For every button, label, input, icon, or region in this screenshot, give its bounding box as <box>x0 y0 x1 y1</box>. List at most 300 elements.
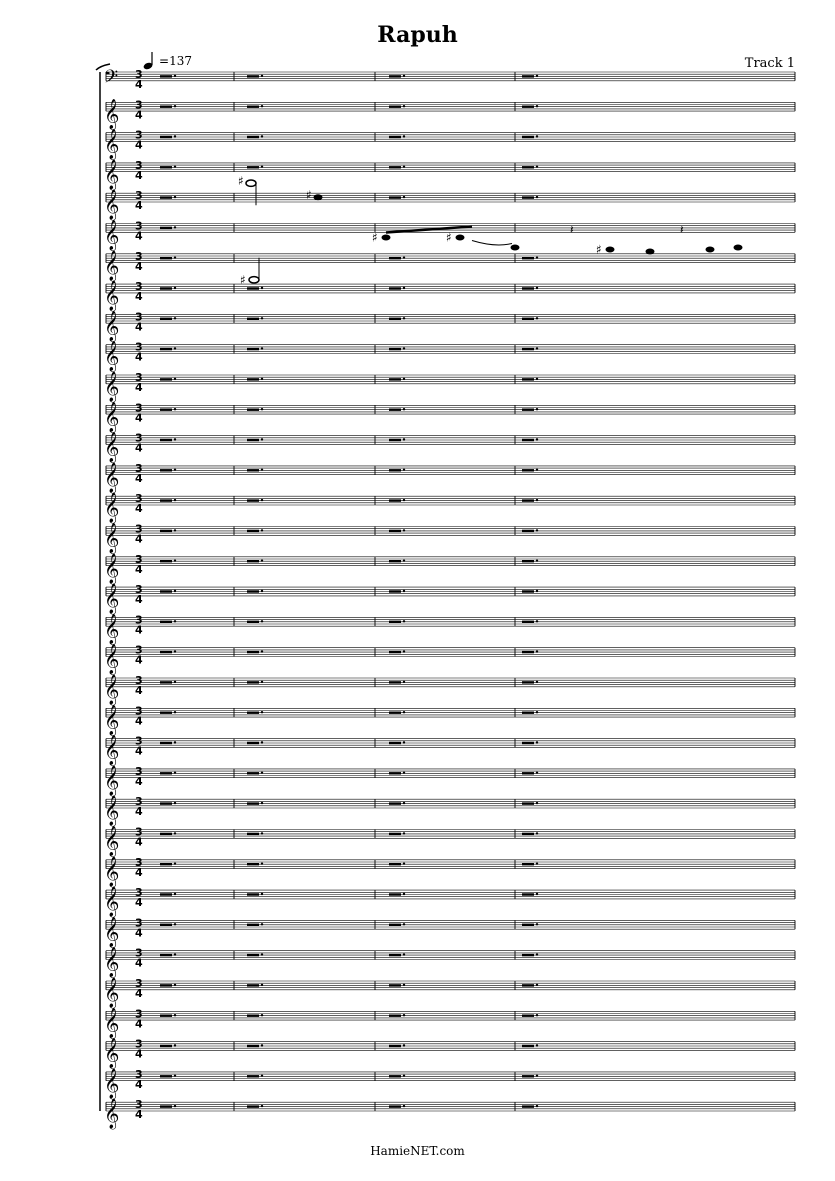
half-rest-icon <box>247 772 259 774</box>
dot <box>174 499 176 501</box>
dot <box>403 590 405 592</box>
staff-26 <box>104 826 795 858</box>
half-rest-icon <box>522 287 534 289</box>
half-rest-icon <box>389 106 401 108</box>
dot <box>174 1014 176 1016</box>
half-rest-icon <box>247 893 259 895</box>
track-label: Track 1 <box>744 56 795 71</box>
half-rest-icon <box>522 136 534 138</box>
dot <box>261 287 263 289</box>
time-sig-denominator: 4 <box>135 774 143 788</box>
dot <box>174 166 176 168</box>
dot <box>261 893 263 895</box>
dot <box>536 317 538 319</box>
dot <box>536 499 538 501</box>
time-sig-numerator: 3 <box>135 189 143 203</box>
half-rest-icon <box>522 166 534 168</box>
dot <box>261 135 263 137</box>
note-head <box>382 235 391 241</box>
treble-clef-icon: 𝄞 <box>104 159 120 190</box>
half-rest-icon <box>389 287 401 289</box>
half-rest-icon <box>247 621 259 623</box>
half-rest-icon <box>389 893 401 895</box>
half-rest-icon <box>160 712 172 714</box>
time-sig-denominator: 4 <box>135 896 143 910</box>
half-rest-icon <box>247 590 259 592</box>
time-sig-numerator: 3 <box>135 734 143 748</box>
dot <box>403 681 405 683</box>
dot <box>261 1105 263 1107</box>
time-sig-numerator: 3 <box>135 1067 143 1081</box>
dot <box>536 438 538 440</box>
staff-33 <box>104 1038 795 1070</box>
half-rest-icon <box>247 924 259 926</box>
half-rest-icon <box>389 318 401 320</box>
dot <box>174 953 176 955</box>
half-rest-icon <box>160 893 172 895</box>
half-rest-icon <box>160 984 172 986</box>
sharp-icon: ♯ <box>240 272 246 287</box>
dot <box>403 650 405 652</box>
time-sig-denominator: 4 <box>135 805 143 819</box>
treble-clef-icon: 𝄞 <box>104 462 120 493</box>
half-rest-icon <box>522 560 534 562</box>
half-rest-icon <box>160 257 172 259</box>
time-sig-denominator: 4 <box>135 199 143 213</box>
dot <box>403 135 405 137</box>
time-sig-numerator: 3 <box>135 128 143 142</box>
half-rest-icon <box>247 712 259 714</box>
staff-12 <box>104 401 795 433</box>
treble-clef-icon: 𝄞 <box>104 281 120 312</box>
footer-credit: HamieNET.com <box>370 1144 465 1158</box>
dot <box>403 257 405 259</box>
time-sig-numerator: 3 <box>135 552 143 566</box>
half-rest-icon <box>160 227 172 229</box>
dot <box>403 166 405 168</box>
time-sig-denominator: 4 <box>135 471 143 485</box>
half-rest-icon <box>522 469 534 471</box>
treble-clef-icon: 𝄞 <box>104 432 120 463</box>
half-rest-icon <box>389 984 401 986</box>
dot <box>261 166 263 168</box>
dot <box>536 832 538 834</box>
time-sig-numerator: 3 <box>135 461 143 475</box>
half-rest-icon <box>247 1105 259 1107</box>
staff-5 <box>104 174 795 221</box>
half-rest-icon <box>389 742 401 744</box>
time-sig-numerator: 3 <box>135 977 143 990</box>
dot <box>403 620 405 622</box>
dot <box>403 529 405 531</box>
dot <box>536 1014 538 1016</box>
time-sig-denominator: 4 <box>135 411 143 425</box>
staff-3 <box>104 129 795 161</box>
half-rest-icon <box>160 75 172 77</box>
tempo-equals: = <box>159 54 170 68</box>
time-sig-denominator: 4 <box>135 259 143 273</box>
time-sig-numerator: 3 <box>135 280 143 294</box>
half-rest-icon <box>247 802 259 804</box>
dot <box>174 378 176 380</box>
dot <box>174 681 176 683</box>
half-rest-icon <box>160 1105 172 1107</box>
dot <box>403 469 405 471</box>
dot <box>261 105 263 107</box>
half-rest-icon <box>389 136 401 138</box>
half-rest-icon <box>389 590 401 592</box>
half-rest-icon <box>247 954 259 956</box>
half-rest-icon <box>160 1015 172 1017</box>
half-rest-icon <box>160 560 172 562</box>
dot <box>403 832 405 834</box>
time-sig-denominator: 4 <box>135 320 143 334</box>
half-rest-icon <box>389 621 401 623</box>
dot <box>261 923 263 925</box>
time-sig-denominator: 4 <box>135 835 143 849</box>
half-rest-icon <box>389 499 401 501</box>
staff-34 <box>104 1068 795 1100</box>
dot <box>261 408 263 410</box>
half-rest-icon <box>160 469 172 471</box>
staff-27 <box>104 856 795 888</box>
time-sig-denominator: 4 <box>135 532 143 546</box>
treble-clef-icon: 𝄞 <box>104 584 120 615</box>
half-rest-icon <box>247 651 259 653</box>
dot <box>403 923 405 925</box>
time-sig-denominator: 4 <box>135 926 143 940</box>
half-rest-icon <box>160 621 172 623</box>
dot <box>261 650 263 652</box>
time-sig-denominator: 4 <box>135 684 143 697</box>
sharp-icon: ♯ <box>306 188 312 203</box>
half-rest-icon <box>247 1045 259 1047</box>
treble-clef-icon: 𝄞 <box>104 190 120 221</box>
half-rest-icon <box>389 1105 401 1107</box>
half-rest-icon <box>522 75 534 77</box>
treble-clef-icon: 𝄞 <box>104 372 120 402</box>
half-rest-icon <box>247 287 259 289</box>
dot <box>174 620 176 622</box>
dot <box>403 1075 405 1077</box>
time-sig-numerator: 3 <box>135 583 143 597</box>
dot <box>536 772 538 774</box>
half-rest-icon <box>522 106 534 108</box>
time-sig-numerator: 3 <box>135 371 143 384</box>
staff-17 <box>104 553 795 585</box>
half-rest-icon <box>389 409 401 411</box>
dot <box>403 1044 405 1046</box>
dot <box>536 287 538 289</box>
dot <box>403 378 405 380</box>
time-sig-numerator: 3 <box>135 340 143 354</box>
dot <box>403 317 405 319</box>
half-rest-icon <box>389 924 401 926</box>
half-rest-icon <box>160 681 172 683</box>
half-rest-icon <box>247 863 259 865</box>
time-sig-denominator: 4 <box>135 108 143 122</box>
dot <box>174 438 176 440</box>
staff-32 <box>104 1007 795 1039</box>
note-head <box>706 247 715 253</box>
treble-clef-icon: 𝄞 <box>104 493 120 524</box>
half-rest-icon <box>389 75 401 77</box>
staff-35 <box>104 1098 795 1130</box>
half-rest-icon <box>247 1075 259 1077</box>
dot <box>403 863 405 865</box>
dot <box>403 408 405 410</box>
half-rest-icon <box>160 863 172 865</box>
dot <box>174 347 176 349</box>
treble-clef-icon: 𝄞 <box>104 644 120 675</box>
half-rest-icon <box>160 409 172 411</box>
dot <box>536 166 538 168</box>
half-rest-icon <box>247 106 259 108</box>
time-sig-numerator: 3 <box>135 764 143 778</box>
half-rest-icon <box>389 560 401 562</box>
dot <box>536 590 538 592</box>
half-rest-icon <box>160 1045 172 1047</box>
half-rest-icon <box>160 954 172 956</box>
dot <box>403 984 405 986</box>
dot <box>536 893 538 895</box>
treble-clef-icon: 𝄞 <box>104 402 120 433</box>
staff-7 <box>104 250 795 287</box>
treble-clef-icon: 𝄞 <box>104 796 120 827</box>
staff-4 <box>104 159 795 191</box>
half-rest-icon <box>389 1075 401 1077</box>
dot <box>174 226 176 228</box>
staff-16 <box>104 523 795 555</box>
half-rest-icon <box>247 681 259 683</box>
staff-11 <box>104 371 795 403</box>
half-rest-icon <box>247 499 259 501</box>
dot <box>536 257 538 259</box>
dot <box>174 1044 176 1046</box>
time-sig-denominator: 4 <box>135 502 143 516</box>
dot <box>536 650 538 652</box>
time-sig-numerator: 3 <box>135 855 143 869</box>
treble-clef-icon: 𝄞 <box>104 887 120 918</box>
half-rest-icon <box>247 409 259 411</box>
half-rest-icon <box>247 742 259 744</box>
half-note-icon <box>249 277 259 283</box>
dot <box>403 802 405 804</box>
time-sig-numerator: 3 <box>135 431 143 445</box>
half-rest-icon <box>160 742 172 744</box>
staff-8 <box>104 280 795 312</box>
half-rest-icon <box>247 833 259 835</box>
half-rest-icon <box>160 651 172 653</box>
time-sig-denominator: 4 <box>135 229 143 243</box>
treble-clef-icon: 𝄞 <box>104 341 120 372</box>
dot <box>174 741 176 743</box>
staff-18 <box>104 583 795 615</box>
time-sig-denominator: 4 <box>135 744 143 758</box>
time-sig-denominator: 4 <box>135 865 143 879</box>
half-rest-icon <box>389 954 401 956</box>
half-rest-icon <box>522 893 534 895</box>
staff-2 <box>104 98 795 130</box>
treble-clef-icon: 𝄞 <box>104 553 120 584</box>
time-sig-numerator: 3 <box>135 946 143 960</box>
dot <box>174 317 176 319</box>
tie <box>472 241 512 245</box>
half-rest-icon <box>389 469 401 471</box>
dot <box>536 105 538 107</box>
time-sig-denominator: 4 <box>135 381 143 394</box>
dot <box>174 287 176 289</box>
dot <box>261 378 263 380</box>
dot <box>403 560 405 562</box>
half-rest-icon <box>160 499 172 501</box>
time-sig-denominator: 4 <box>135 714 143 728</box>
dot <box>174 984 176 986</box>
note-head <box>734 245 743 251</box>
half-rest-icon <box>522 439 534 441</box>
time-sig-numerator: 3 <box>135 98 143 112</box>
half-rest-icon <box>160 318 172 320</box>
dot <box>174 772 176 774</box>
dot <box>536 1044 538 1046</box>
half-rest-icon <box>522 621 534 623</box>
half-rest-icon <box>160 924 172 926</box>
staff-1 <box>104 67 795 92</box>
dot <box>536 529 538 531</box>
dot <box>261 438 263 440</box>
half-rest-icon <box>522 196 534 198</box>
treble-clef-icon: 𝄞 <box>104 311 120 342</box>
dot <box>403 1014 405 1016</box>
dot <box>261 560 263 562</box>
dot <box>403 75 405 77</box>
dot <box>261 863 263 865</box>
time-sig-denominator: 4 <box>135 350 143 364</box>
half-rest-icon <box>160 378 172 380</box>
note-head <box>456 235 465 241</box>
time-sig-numerator: 3 <box>135 704 143 718</box>
half-rest-icon <box>247 318 259 320</box>
dot <box>403 1105 405 1107</box>
treble-clef-icon: 𝄞 <box>104 765 120 796</box>
dot <box>174 1105 176 1107</box>
treble-clef-icon: 𝄞 <box>104 250 120 281</box>
half-rest-icon <box>247 166 259 168</box>
time-sig-numerator: 3 <box>135 825 143 839</box>
note-head <box>511 245 520 251</box>
dot <box>261 802 263 804</box>
time-sig-numerator: 3 <box>135 158 143 172</box>
time-sig-numerator: 3 <box>135 795 143 809</box>
half-rest-icon <box>389 196 401 198</box>
dot <box>403 953 405 955</box>
time-sig-denominator: 4 <box>135 987 143 1000</box>
half-rest-icon <box>160 166 172 168</box>
time-sig-denominator: 4 <box>135 1047 143 1061</box>
half-rest-icon <box>389 833 401 835</box>
half-rest-icon <box>522 257 534 259</box>
time-sig-numerator: 3 <box>135 886 143 900</box>
quarter-rest-icon: 𝄽 <box>570 222 574 237</box>
half-note-icon <box>246 180 256 186</box>
dot <box>536 1075 538 1077</box>
dot <box>536 560 538 562</box>
staff-24 <box>104 765 795 797</box>
beam <box>386 227 472 233</box>
time-sig-denominator: 4 <box>135 1077 143 1091</box>
treble-clef-icon: 𝄞 <box>104 917 120 948</box>
dot <box>536 620 538 622</box>
half-rest-icon <box>247 348 259 350</box>
time-sig-numerator: 3 <box>135 249 143 263</box>
half-rest-icon <box>389 378 401 380</box>
dot <box>261 529 263 531</box>
half-rest-icon <box>389 1015 401 1017</box>
half-rest-icon <box>522 378 534 380</box>
dot <box>403 499 405 501</box>
staff-6 <box>104 220 795 257</box>
dot <box>261 317 263 319</box>
dot <box>174 75 176 77</box>
treble-clef-icon: 𝄞 <box>104 1008 120 1039</box>
half-rest-icon <box>160 530 172 532</box>
dot <box>174 893 176 895</box>
half-rest-icon <box>247 530 259 532</box>
dot <box>174 469 176 471</box>
sharp-icon: ♯ <box>596 242 602 257</box>
dot <box>536 711 538 713</box>
dot <box>261 1044 263 1046</box>
half-rest-icon <box>389 257 401 259</box>
half-rest-icon <box>522 924 534 926</box>
staff-25 <box>104 795 795 827</box>
dot <box>403 438 405 440</box>
dot <box>174 105 176 107</box>
half-rest-icon <box>160 772 172 774</box>
half-rest-icon <box>160 136 172 138</box>
dot <box>261 620 263 622</box>
half-rest-icon <box>160 348 172 350</box>
dot <box>261 347 263 349</box>
staff-30 <box>104 947 795 979</box>
dot <box>261 1014 263 1016</box>
half-rest-icon <box>160 287 172 289</box>
half-rest-icon <box>160 196 172 198</box>
half-rest-icon <box>247 469 259 471</box>
time-sig-numerator: 3 <box>135 68 143 81</box>
dot <box>174 196 176 198</box>
score-title: Rapuh <box>377 22 458 48</box>
time-sig-numerator: 3 <box>135 219 143 233</box>
dot <box>261 1075 263 1077</box>
time-sig-numerator: 3 <box>135 643 143 657</box>
dot <box>403 711 405 713</box>
staff-29 <box>104 916 795 948</box>
half-rest-icon <box>389 712 401 714</box>
staff-13 <box>104 432 795 464</box>
treble-clef-icon: 𝄞 <box>104 675 120 705</box>
half-rest-icon <box>522 651 534 653</box>
half-rest-icon <box>389 772 401 774</box>
half-rest-icon <box>389 166 401 168</box>
half-rest-icon <box>522 1045 534 1047</box>
dot <box>261 772 263 774</box>
treble-clef-icon: 𝄞 <box>104 220 120 251</box>
dot <box>174 408 176 410</box>
treble-clef-icon: 𝄞 <box>104 523 120 554</box>
dot <box>261 832 263 834</box>
half-rest-icon <box>522 1075 534 1077</box>
